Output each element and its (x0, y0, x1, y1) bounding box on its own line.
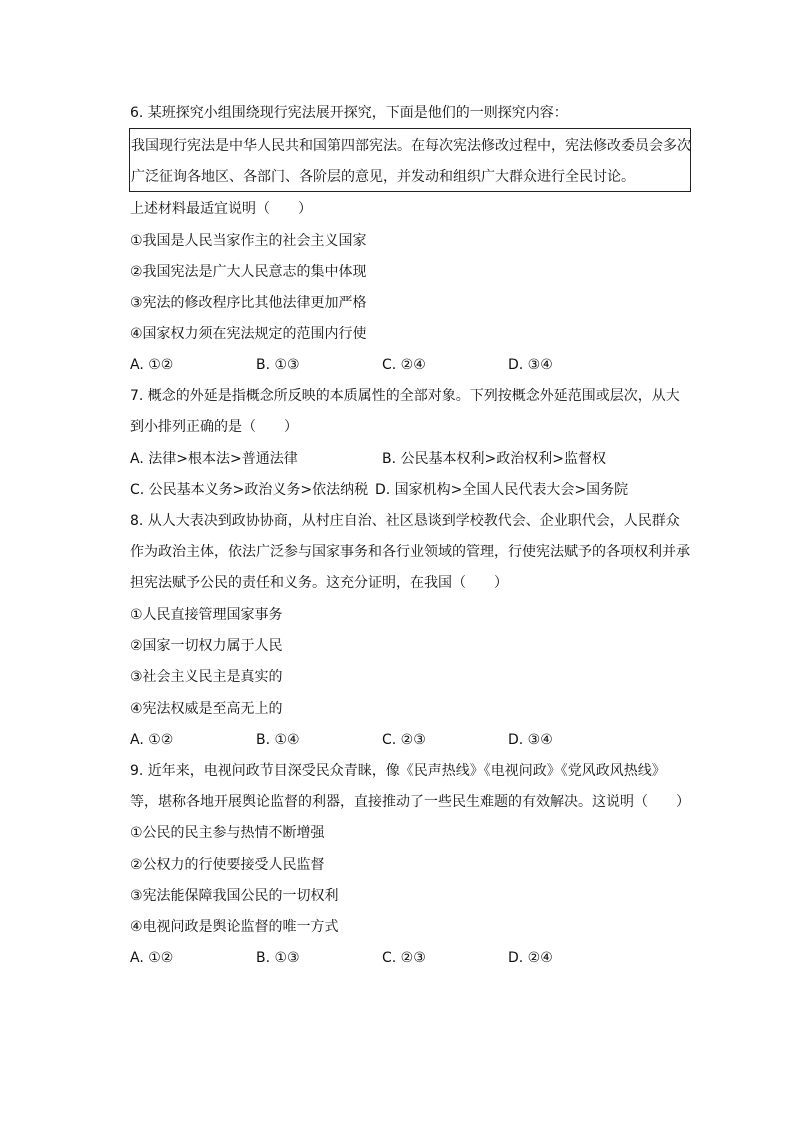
q7-stem-line-2: 到小排列正确的是（ ） (130, 419, 298, 435)
q8-option-d[interactable]: D. ③④ (508, 732, 553, 748)
q8-stem-line-1: 8. 从人大表决到政协协商，从村庄自治、社区恳谈到学校教代会、企业职代会，人民群众 (130, 513, 680, 529)
q7-option-a[interactable]: A. 法律>根本法>普通法律 (130, 451, 298, 467)
q8-option-c[interactable]: C. ②③ (382, 732, 426, 748)
q6-item-3: ③宪法的修改程序比其他法律更加严格 (130, 295, 367, 311)
q9-item-3: ③宪法能保障我国公民的一切权利 (130, 888, 339, 904)
q9-item-2: ②公权力的行使要接受人民监督 (130, 857, 325, 873)
q9-stem-line-1: 9. 近年来，电视问政节目深受民众青睐，像《民声热线》《电视问政》《党风政风热线》 (130, 763, 666, 779)
q9-stem-line-2: 等，堪称各地开展舆论监督的利器，直接推动了一些民生难题的有效解决。这说明（ ） (130, 794, 690, 810)
q6-material-line-2: 广泛征询各地区、各部门、各阶层的意见，并发动和组织广大群众进行全民讨论。 (131, 169, 635, 185)
q8-option-b[interactable]: B. ①④ (256, 732, 300, 748)
q6-option-d[interactable]: D. ③④ (508, 357, 553, 373)
q6-item-2: ②我国宪法是广大人民意志的集中体现 (130, 264, 367, 280)
q9-item-1: ①公民的民主参与热情不断增强 (130, 825, 325, 841)
q6-material-line-1: 我国现行宪法是中华人民共和国第四部宪法。在每次宪法修改过程中，宪法修改委员会多次 (131, 138, 691, 154)
q7-stem-line-1: 7. 概念的外延是指概念所反映的本质属性的全部对象。下列按概念外延范围或层次，从大 (130, 388, 680, 404)
q8-item-4: ④宪法权威是至高无上的 (130, 701, 283, 717)
q6-material-box (129, 128, 691, 192)
q9-option-c[interactable]: C. ②③ (382, 950, 426, 966)
q6-option-c[interactable]: C. ②④ (382, 357, 426, 373)
q6-prompt: 上述材料最适宜说明（ ） (130, 201, 312, 217)
q8-item-2: ②国家一切权力属于人民 (130, 638, 283, 654)
q7-option-b[interactable]: B. 公民基本权利>政治权利>监督权 (382, 451, 606, 467)
q8-item-1: ①人民直接管理国家事务 (130, 607, 283, 623)
q7-option-c[interactable]: C. 公民基本义务>政治义务>依法纳税 (130, 482, 369, 498)
q7-option-d[interactable]: D. 国家机构>全国人民代表大会>国务院 (375, 482, 629, 498)
q6-stem-line-1: 6. 某班探究小组围绕现行宪法展开探究，下面是他们的一则探究内容： (130, 105, 568, 121)
q8-option-a[interactable]: A. ①② (130, 732, 174, 748)
q8-item-3: ③社会主义民主是真实的 (130, 669, 283, 685)
q6-item-4: ④国家权力须在宪法规定的范围内行使 (130, 326, 367, 342)
q8-stem-line-2: 作为政治主体，依法广泛参与国家事务和各行业领域的管理，行使宪法赋予的各项权利并承 (130, 544, 690, 560)
q8-stem-line-3: 担宪法赋予公民的责任和义务。这充分证明，在我国（ ） (130, 575, 508, 591)
q6-option-a[interactable]: A. ①② (130, 357, 174, 373)
q6-option-b[interactable]: B. ①③ (256, 357, 300, 373)
q9-item-4: ④电视问政是舆论监督的唯一方式 (130, 919, 339, 935)
q9-option-b[interactable]: B. ①③ (256, 950, 300, 966)
q6-item-1: ①我国是人民当家作主的社会主义国家 (130, 233, 367, 249)
q9-option-d[interactable]: D. ②④ (508, 950, 553, 966)
q9-option-a[interactable]: A. ①② (130, 950, 174, 966)
